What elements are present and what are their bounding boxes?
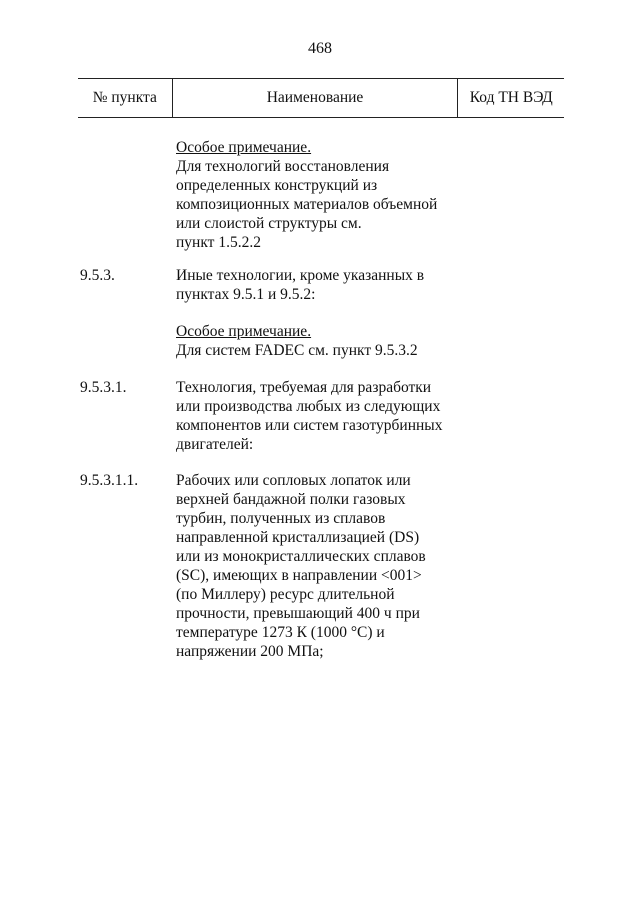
item-9-5-3-1-1-line: (SC), имеющих в направлении <001> bbox=[176, 567, 422, 584]
special-note-1-line: определенных конструкций из bbox=[176, 177, 378, 194]
column-header-number: № пункта bbox=[92, 89, 157, 106]
item-9-5-3-1-1-line: Рабочих или сопловых лопаток или bbox=[176, 472, 411, 489]
item-9-5-3-line: пунктах 9.5.1 и 9.5.2: bbox=[176, 286, 316, 303]
special-note-2-title: Особое примечание. bbox=[176, 323, 312, 340]
item-9-5-3-line: Иные технологии, кроме указанных в bbox=[176, 267, 425, 284]
item-9-5-3-1-1-line: направленной кристаллизацией (DS) bbox=[176, 529, 420, 546]
item-9-5-3-1-1-line: температуре 1273 К (1000 °C) и bbox=[176, 624, 385, 641]
special-note-1-title: Особое примечание. bbox=[176, 139, 312, 156]
item-9-5-3-text bbox=[176, 266, 476, 304]
item-9-5-3-1-1-line: верхней бандажной полки газовых bbox=[176, 491, 406, 508]
item-9-5-3-1-1-line: напряжении 200 МПа; bbox=[176, 643, 324, 660]
item-9-5-3-1-1-line: прочности, превышающий 400 ч при bbox=[176, 605, 420, 622]
table-header bbox=[78, 78, 564, 118]
item-9-5-3-1-line: или производства любых из следующих bbox=[176, 398, 441, 415]
special-note-1-line: или слоистой структуры см. bbox=[176, 215, 362, 232]
item-9-5-3-1-line: Технология, требуемая для разработки bbox=[176, 379, 432, 396]
column-header-code: Код ТН ВЭД bbox=[469, 89, 553, 106]
special-note-2-line: Для систем FADEC см. пункт 9.5.3.2 bbox=[176, 342, 418, 359]
special-note-1-line: пункт 1.5.2.2 bbox=[176, 234, 261, 251]
item-9-5-3-1-1-text bbox=[176, 471, 476, 661]
column-header-name: Наименование bbox=[172, 79, 459, 117]
special-note-2-text bbox=[176, 322, 476, 360]
item-9-5-3-1-line: двигателей: bbox=[176, 436, 254, 453]
item-9-5-3-1-number: 9.5.3.1. bbox=[80, 379, 127, 396]
special-note-1-line: композиционных материалов объемной bbox=[176, 196, 438, 213]
special-note-1-line: Для технологий восстановления bbox=[176, 158, 390, 175]
item-9-5-3-1-1-line: (по Миллеру) ресурс длительной bbox=[176, 586, 395, 603]
item-9-5-3-1-1-number: 9.5.3.1.1. bbox=[80, 472, 139, 489]
item-9-5-3-1-1-line: турбин, полученных из сплавов bbox=[176, 510, 386, 527]
item-9-5-3-1-1-line: или из монокристаллических сплавов bbox=[176, 548, 426, 565]
item-9-5-3-1-line: компонентов или систем газотурбинных bbox=[176, 417, 443, 434]
item-9-5-3-number: 9.5.3. bbox=[80, 267, 115, 284]
special-note-1-text bbox=[176, 138, 476, 252]
page-number: 468 bbox=[308, 40, 332, 57]
item-9-5-3-1-text bbox=[176, 378, 476, 454]
